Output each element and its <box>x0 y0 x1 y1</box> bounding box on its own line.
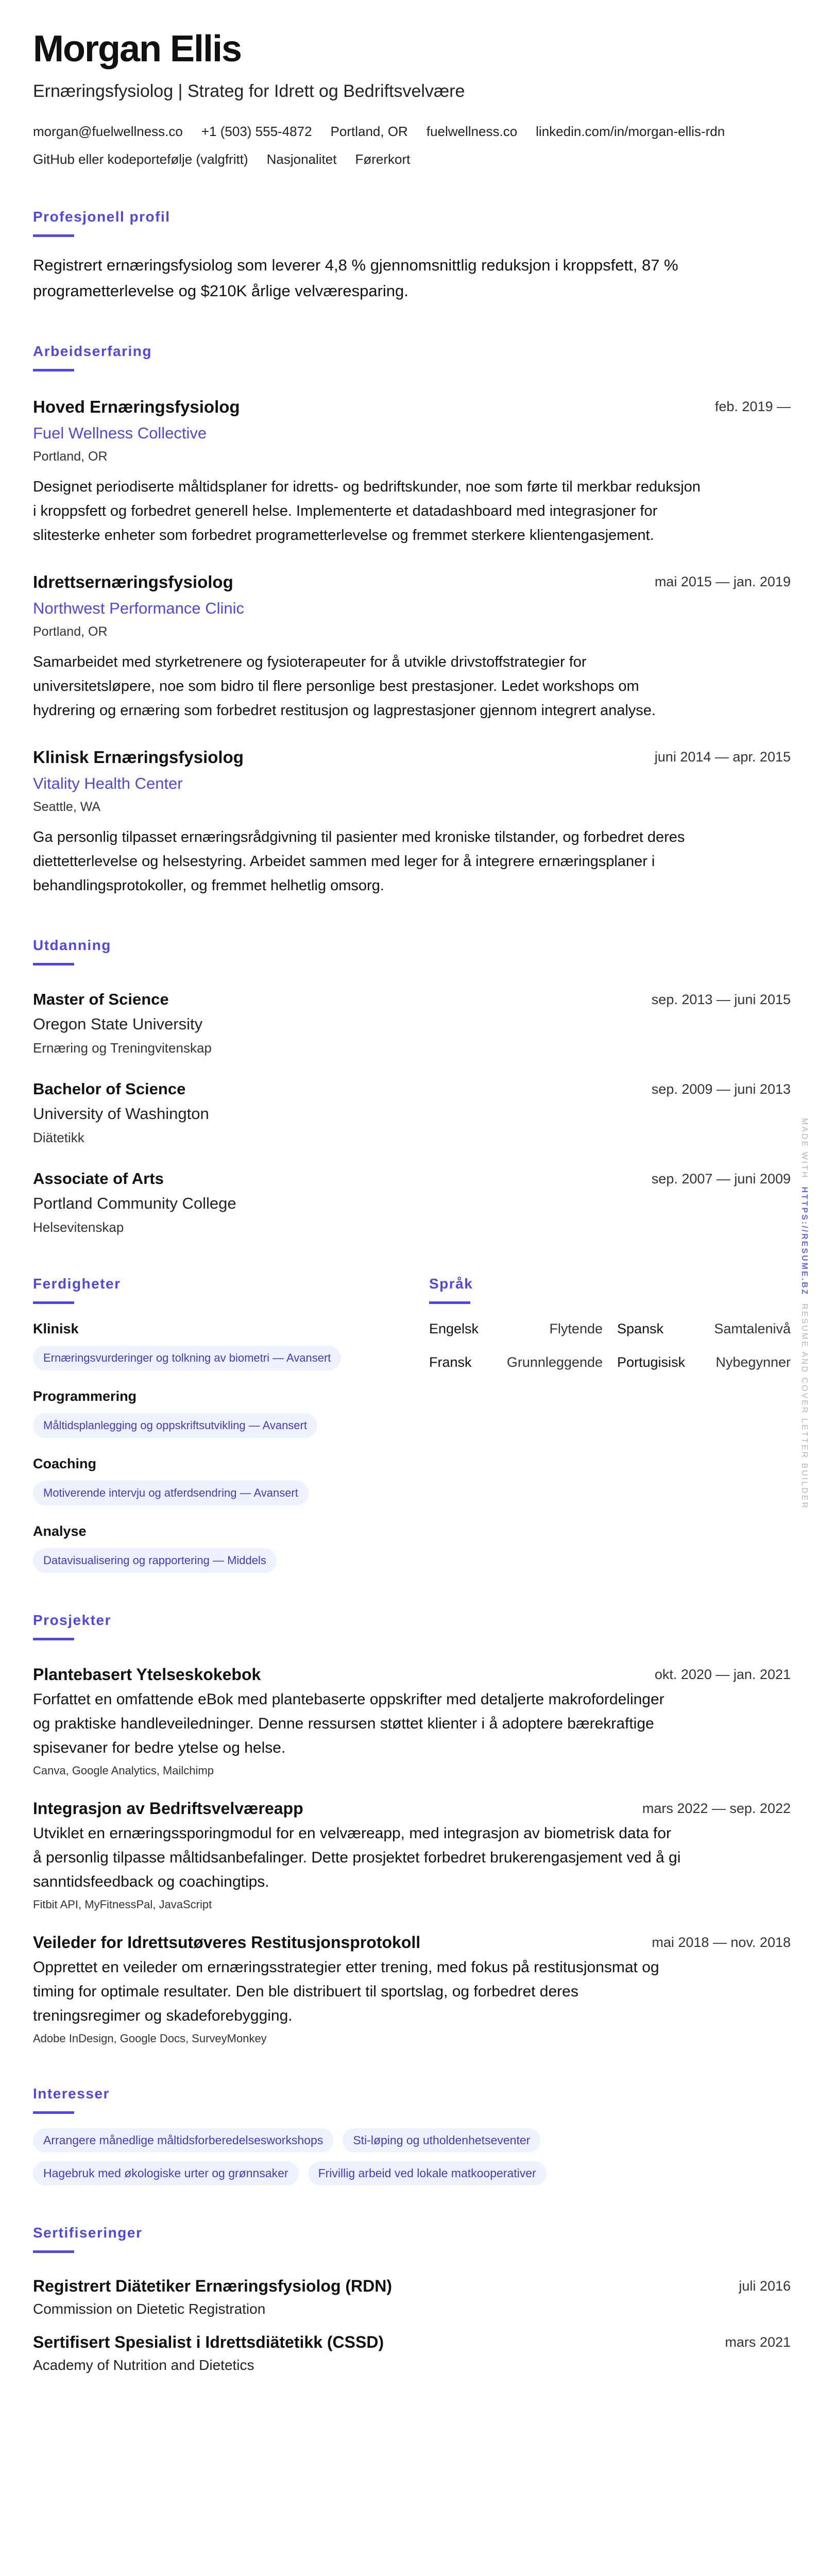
job-description: Designet periodiserte måltidsplaner for idretts- og bedriftskunder, noe som førte til merkbar reduksjon i kroppsfett og forbedret generell helse. Implementerte et datadashboard med integrasjoner for slitesterke enheter som forbedret programetterlevelse og fremmet sterkere klientengasjement. <box>33 479 701 544</box>
certification-entry <box>33 2332 791 2375</box>
job-description: Samarbeidet med styrketrenere og fysioterapeuter for å utvikle drivstoffstrategier for universitetsløpere, noe som bidro til flere personlige best prestasjoner. Ledet workshops om hydrering og ernæring som forbedret restitusjon og lagprestasjoner gjennom integrert analyse. <box>33 654 656 719</box>
project-entry <box>33 1664 791 1778</box>
language-item <box>617 1319 791 1338</box>
job-location: Portland, OR <box>33 624 108 639</box>
project-description: Opprettet en veileder om ernæringsstrategier etter trening, med fokus på restitusjonsmat og timing for optimale resultater. Den ble distribuert til sportslag, og forbedret deres treningsregimer og skadeforebygging. <box>33 1959 659 2024</box>
certification-name: Registrert Diätetiker Ernæringsfysiolog (RDN) <box>33 2277 393 2295</box>
projects-section <box>33 1611 791 2046</box>
language-name: Engelsk <box>429 1321 479 1336</box>
job-date: mai 2015 — jan. 2019 <box>654 574 791 589</box>
language-item <box>429 1319 603 1338</box>
job-title: Klinisk Ernæringsfysiolog <box>33 748 244 767</box>
project-entry <box>33 1932 791 2046</box>
language-name: Fransk <box>429 1354 472 1370</box>
project-tech: Canva, Google Analytics, Mailchimp <box>33 1764 214 1777</box>
job-title: Idrettsernæringsfysiolog <box>33 572 233 591</box>
project-date: okt. 2020 — jan. 2021 <box>654 1667 791 1682</box>
project-title: Plantebasert Ytelseskokebok <box>33 1665 261 1684</box>
skills-languages-row <box>33 1236 791 1573</box>
certifications-section <box>33 2224 791 2375</box>
contact-list <box>33 121 764 170</box>
project-title: Veileder for Idrettsutøveres Restitusjonsprotokoll <box>33 1933 421 1952</box>
education-school: Portland Community College <box>33 1194 236 1212</box>
job-entry <box>33 396 791 548</box>
contact-email[interactable]: morgan@fuelwellness.co <box>33 124 183 139</box>
education-field: Ernæring og Treningvitenskap <box>33 1040 212 1056</box>
job-company: Vitality Health Center <box>33 774 183 792</box>
project-date: mars 2022 — sep. 2022 <box>642 1801 791 1816</box>
education-date: sep. 2007 — juni 2009 <box>651 1171 791 1187</box>
language-list <box>429 1319 791 1371</box>
languages-section <box>429 1236 791 1573</box>
certification-date: mars 2021 <box>725 2334 791 2350</box>
job-date: feb. 2019 — <box>714 399 791 414</box>
education-degree: Master of Science <box>33 990 169 1008</box>
interests-section <box>33 2084 791 2185</box>
skill-category: Coaching <box>33 1456 97 1471</box>
contact-nationality: Nasjonalitet <box>266 151 337 167</box>
section-title: Språk <box>429 1276 473 1292</box>
project-description: Forfattet en omfattende eBok med plantebaserte oppskrifter med detaljerte makrofordelinger og praktiske handleveiledninger. Denne ressursen støttet klienter i å adoptere bærekraftige spisevaner for bedre ytelse og helse. <box>33 1691 664 1756</box>
education-school: Oregon State University <box>33 1015 203 1033</box>
section-title: Arbeidserfaring <box>33 343 152 359</box>
section-divider <box>429 1301 470 1304</box>
contact-phone[interactable]: +1 (503) 555-4872 <box>201 124 312 139</box>
section-divider <box>33 369 74 371</box>
certification-issuer: Commission on Dietetic Registration <box>33 2301 266 2317</box>
resume-page <box>33 0 791 2375</box>
language-name: Spansk <box>617 1321 664 1336</box>
education-field: Diätetikk <box>33 1130 84 1145</box>
interest-list <box>33 2128 620 2185</box>
profile-section <box>33 208 791 304</box>
interest-pill: Hagebruk med økologiske urter og grønnsaker <box>33 2161 299 2185</box>
section-title: Interesser <box>33 2086 110 2102</box>
education-date: sep. 2013 — juni 2015 <box>651 992 791 1007</box>
language-level: Grunnleggende <box>506 1354 603 1370</box>
project-title: Integrasjon av Bedriftsvelværeapp <box>33 1799 303 1818</box>
language-level: Nybegynner <box>715 1354 791 1370</box>
education-entry <box>33 1079 791 1147</box>
job-entry <box>33 747 791 898</box>
project-tech: Fitbit API, MyFitnessPal, JavaScript <box>33 1898 212 1911</box>
education-degree: Associate of Arts <box>33 1170 164 1188</box>
job-company: Northwest Performance Clinic <box>33 599 245 617</box>
education-entry <box>33 1168 791 1236</box>
skill-category: Programmering <box>33 1388 137 1404</box>
contact-github[interactable]: GitHub eller kodeportefølje (valgfritt) <box>33 151 248 167</box>
language-level: Flytende <box>549 1321 603 1336</box>
section-title: Utdanning <box>33 937 111 953</box>
watermark-link[interactable]: HTTPS://RESUME.BZ <box>800 1187 809 1296</box>
project-date: mai 2018 — nov. 2018 <box>652 1935 791 1950</box>
certification-issuer: Academy of Nutrition and Dietetics <box>33 2357 254 2373</box>
job-location: Seattle, WA <box>33 800 101 814</box>
project-tech: Adobe InDesign, Google Docs, SurveyMonkey <box>33 2032 267 2045</box>
job-description: Ga personlig tilpasset ernæringsrådgivning til pasienter med kroniske tilstander, og forbedret deres diettetterlevelse og helsestyring. Arbeidet sammen med leger for å integrere ernæringsplaner i behandlingsprotokoller, og fremmet helhetlig omsorg. <box>33 829 685 894</box>
language-level: Samtalenivå <box>714 1321 791 1336</box>
skill-pill: Måltidsplanlegging og oppskriftsutvikling — Avansert <box>33 1413 317 1438</box>
certification-name: Sertifisert Spesialist i Idrettsdiätetikk (CSSD) <box>33 2333 384 2351</box>
language-item <box>429 1353 603 1371</box>
section-divider <box>33 1638 74 1640</box>
resume-header <box>33 28 791 170</box>
certification-date: juli 2016 <box>739 2278 791 2294</box>
builder-watermark <box>799 1118 809 1510</box>
job-location: Portland, OR <box>33 449 108 464</box>
education-field: Helsevitenskap <box>33 1219 124 1235</box>
contact-website[interactable]: fuelwellness.co <box>426 124 518 139</box>
section-divider <box>33 1301 74 1304</box>
education-school: University of Washington <box>33 1105 209 1123</box>
language-item <box>617 1353 791 1371</box>
education-section <box>33 936 791 1236</box>
section-title: Sertifiseringer <box>33 2225 143 2241</box>
job-company: Fuel Wellness Collective <box>33 424 207 442</box>
skill-pill: Datavisualisering og rapportering — Middels <box>33 1548 277 1573</box>
experience-section <box>33 342 791 898</box>
job-title: Hoved Ernæringsfysiolog <box>33 397 240 416</box>
job-entry <box>33 571 791 723</box>
project-description: Utviklet en ernæringssporingmodul for en velværeapp, med integrasjon av biometrisk data for å personlig tilpasse måltidsanbefalinger. Dette prosjektet forbedret brukerengasjement ved å gi sanntidsfeedback og coachingtips. <box>33 1825 681 1890</box>
contact-linkedin[interactable]: linkedin.com/in/morgan-ellis-rdn <box>536 124 725 139</box>
education-entry <box>33 989 791 1057</box>
section-title: Profesjonell profil <box>33 209 171 225</box>
contact-license: Førerkort <box>355 151 411 167</box>
skill-pill: Motiverende intervju og atferdsendring — Avansert <box>33 1481 309 1505</box>
interest-pill: Arrangere månedlige måltidsforberedelsesworkshops <box>33 2128 333 2153</box>
profile-summary: Registrert ernæringsfysiolog som leverer 4,8 % gjennomsnittlig reduksjon i kroppsfett, 87 % programetterlevelse og $210K årlige velværesparing. <box>33 256 678 300</box>
skill-pill: Ernæringsvurderinger og tolkning av biometri — Avansert <box>33 1346 341 1370</box>
section-title: Prosjekter <box>33 1612 111 1628</box>
project-entry <box>33 1798 791 1912</box>
skill-category: Analyse <box>33 1523 87 1539</box>
language-name: Portugisisk <box>617 1354 686 1370</box>
job-date: juni 2014 — apr. 2015 <box>654 749 791 765</box>
interest-pill: Sti-løping og utholdenhetseventer <box>343 2128 540 2153</box>
watermark-prefix: MADE WITH <box>800 1118 809 1179</box>
section-divider <box>33 234 74 237</box>
section-title: Ferdigheter <box>33 1276 121 1292</box>
section-divider <box>33 2111 74 2114</box>
section-divider <box>33 963 74 965</box>
candidate-name: Morgan Ellis <box>33 28 242 70</box>
contact-location: Portland, OR <box>330 124 408 139</box>
skills-section <box>33 1236 396 1573</box>
education-degree: Bachelor of Science <box>33 1080 186 1098</box>
candidate-headline: Ernæringsfysiolog | Strateg for Idrett og Bedriftsvelvære <box>33 81 465 101</box>
skill-category: Klinisk <box>33 1321 79 1336</box>
section-divider <box>33 2250 74 2253</box>
education-date: sep. 2009 — juni 2013 <box>651 1081 791 1097</box>
interest-pill: Frivillig arbeid ved lokale matkooperativer <box>308 2161 547 2185</box>
certification-entry <box>33 2276 791 2318</box>
watermark-suffix: RESUME AND COVER LETTER BUILDER <box>800 1303 809 1510</box>
